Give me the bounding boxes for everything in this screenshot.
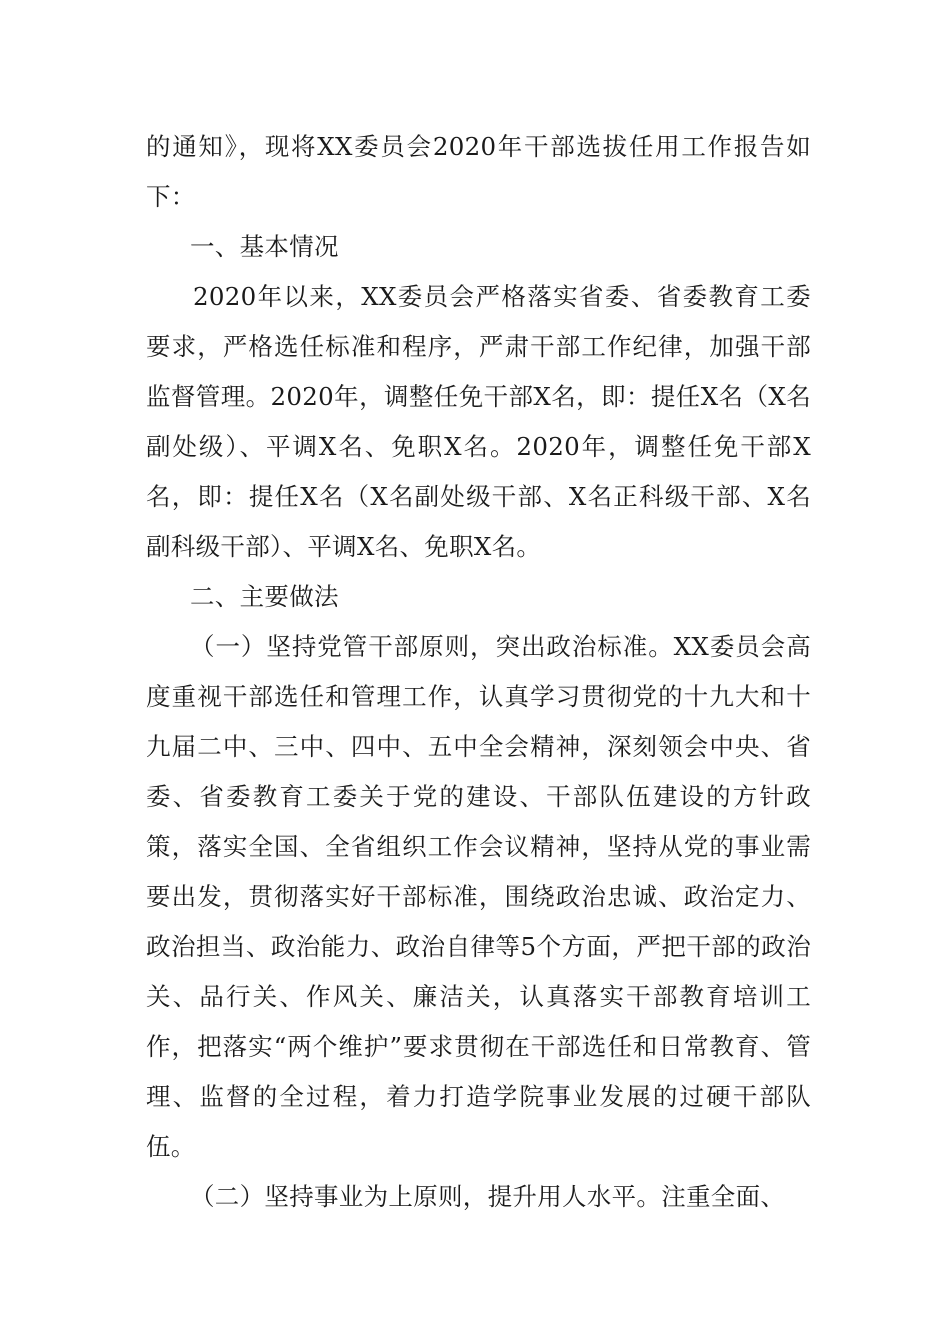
heading-basic-situation: 一、基本情况 xyxy=(190,232,339,261)
paragraph-intro-continuation: 的通知》，现将XX委员会2020年干部选拔任用工作报告如下： xyxy=(146,132,811,211)
paragraph-practice-one: （一）坚持党管干部原则，突出政治标准。XX委员会高度重视干部选任和管理工作，认真学习贯彻党的十九大和十九届二中、三中、四中、五中全会精神，深刻领会中央、省委、省委教育工委关于党的建设、干部队伍建设的方针政策，落实全国、全省组织工作会议精神，坚持从党的事业需要出发，贯彻落实好干部标准，围绕政治忠诚、政治定力、政治担当、政治能力、政治自律等5个方面，严把干部的政治关、品行关、作风关、廉洁关，认真落实干部教育培训工作，把落实“两个维护”要求贯彻在干部选任和日常教育、管理、监督的全过程，着力打造学院事业发展的过硬干部队伍。 xyxy=(146,632,811,1161)
document-body xyxy=(146,122,811,1222)
heading-main-practices: 二、主要做法 xyxy=(190,582,339,611)
paragraph-practice-two: （二）坚持事业为上原则，提升用人水平。注重全面、 xyxy=(190,1182,786,1211)
paragraph-basic-situation: 2020年以来，XX委员会严格落实省委、省委教育工委要求，严格选任标准和程序，严肃干部工作纪律，加强干部监督管理。2020年，调整任免干部X名，即：提任X名（X名副处级）、平调X名、免职X名。2020年，调整任免干部X名，即：提任X名（X名副处级干部、X名正科级干部、X名副科级干部）、平调X名、免职X名。 xyxy=(146,282,811,561)
